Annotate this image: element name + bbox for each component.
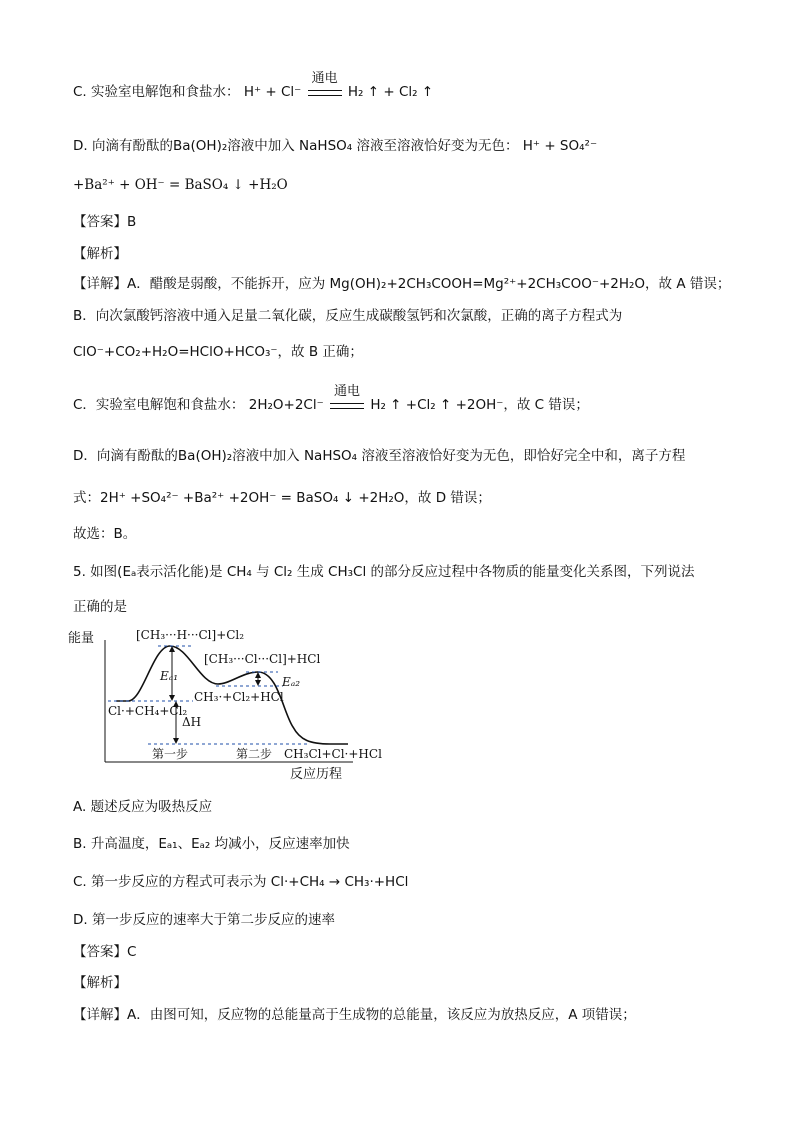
- detail-a: [73, 274, 730, 294]
- analysis-1: 【解析】: [73, 246, 127, 262]
- dh-label: ΔH: [182, 715, 202, 729]
- detail-5a: 【详解】A．由图可知，反应物的总能量高于生成物的总能量，该反应为放热反应，A 项错误；: [73, 1007, 636, 1023]
- detail-d-tail: ，故 D 错误；: [404, 490, 491, 506]
- option5-c: C. 第一步反应的方程式可表示为 Cl·+CH₄ → CH₃·+HCl: [73, 874, 409, 890]
- electrolysis-arrow-2: [330, 384, 364, 412]
- ts1-label: [CH₃···H···Cl]+Cl₂: [136, 628, 245, 642]
- electrolysis-condition-2: 通电: [334, 384, 361, 399]
- detail-b-eq: ClO⁻+CO₂+H₂O=HClO+HCO₃⁻: [73, 344, 278, 360]
- option-d-line1: [73, 136, 597, 156]
- ts2-label: [CH₃···Cl···Cl]+HCl: [204, 652, 321, 666]
- detail-d-mid: 溶液中加入 NaHSO₄ 溶液至溶液恰好变为无色，即恰好完全中和，离子方程: [232, 448, 686, 464]
- question-5-line2: 正确的是: [73, 599, 127, 615]
- option-d-label: D. 向滴有酚酞的: [73, 138, 173, 154]
- electrolysis-arrow: [308, 71, 342, 99]
- y-axis-label: 能量: [68, 631, 95, 646]
- detail-d-line2: [73, 488, 491, 508]
- detail-a-eq: Mg(OH)₂+2CH₃COOH=Mg²⁺+2CH₃COO⁻+2H₂O: [329, 276, 646, 292]
- answer-2: 【答案】C: [73, 944, 137, 960]
- detail-a-head: 【详解】A．醋酸是弱酸，不能拆开，应为: [73, 276, 330, 292]
- product-label: CH₃Cl+Cl·+HCl: [284, 747, 382, 761]
- detail-c-tail: ，故 C 错误；: [503, 397, 589, 413]
- option-c-line: [73, 71, 434, 102]
- detail-c-eq-left: 2H₂O+2Cl⁻: [248, 397, 324, 413]
- energy-diagram: [68, 622, 408, 787]
- detail-a-tail: ，故 A 错误；: [645, 276, 731, 292]
- option-d-eq1: H⁺ + SO₄²⁻: [522, 138, 598, 154]
- detail-c-eq-right: H₂ ↑ +Cl₂ ↑ +2OH⁻: [370, 397, 504, 413]
- detail-d-line1: [73, 446, 685, 466]
- electrolysis-condition: 通电: [311, 71, 338, 86]
- question-5-line1: 5. 如图(Eₐ表示活化能)是 CH₄ 与 Cl₂ 生成 CH₃Cl 的部分反应过程中各物质的能量变化关系图，下列说法: [73, 564, 695, 580]
- option-d-eq2: +Ba²⁺ + OH⁻ = BaSO₄ ↓ +H₂O: [73, 177, 288, 193]
- analysis-2: 【解析】: [73, 975, 127, 991]
- option-d-reagent: Ba(OH)₂: [172, 138, 228, 154]
- option-c-label: C. 实验室电解饱和食盐水：: [73, 84, 240, 100]
- step1-label: 第一步: [152, 747, 189, 761]
- ea2-label: Eₐ₂: [282, 675, 301, 689]
- detail-d-label: D．向滴有酚酞的: [73, 448, 178, 464]
- detail-d-head: 式：: [73, 490, 100, 506]
- intermediate-label: CH₃·+Cl₂+HCl: [194, 690, 284, 704]
- detail-b-line2: [73, 342, 363, 362]
- option5-a: A. 题述反应为吸热反应: [73, 799, 213, 815]
- detail-d-eq: 2H⁺ +SO₄²⁻ +Ba²⁺ +2OH⁻ = BaSO₄ ↓ +2H₂O: [100, 490, 405, 506]
- detail-b-line1: B．向次氯酸钙溶液中通入足量二氧化碳，反应生成碳酸氢钙和次氯酸，正确的离子方程式为: [73, 308, 623, 324]
- option5-d: D. 第一步反应的速率大于第二步反应的速率: [73, 912, 335, 928]
- detail-b-tail: ，故 B 正确；: [277, 344, 363, 360]
- option5-b: B. 升高温度，Eₐ₁、Eₐ₂ 均减小，反应速率加快: [73, 836, 350, 852]
- option-c-eq-right: H₂ ↑ + Cl₂ ↑: [347, 84, 434, 100]
- detail-d-reagent: Ba(OH)₂: [177, 448, 233, 464]
- option-c-eq-left: H⁺ + Cl⁻: [243, 84, 302, 100]
- ea1-label: Eₐ₁: [160, 669, 179, 683]
- reactant-label: Cl·+CH₄+Cl₂: [108, 704, 188, 718]
- x-axis-label: 反应历程: [290, 767, 343, 782]
- detail-c: [73, 384, 589, 415]
- step2-label: 第二步: [236, 747, 273, 761]
- detail-c-label: C．实验室电解饱和食盐水：: [73, 397, 245, 413]
- answer-1: 【答案】B: [73, 214, 137, 230]
- choose-line: 故选：B。: [73, 526, 137, 542]
- option-d-mid: 溶液中加入 NaHSO₄ 溶液至溶液恰好变为无色：: [227, 138, 519, 154]
